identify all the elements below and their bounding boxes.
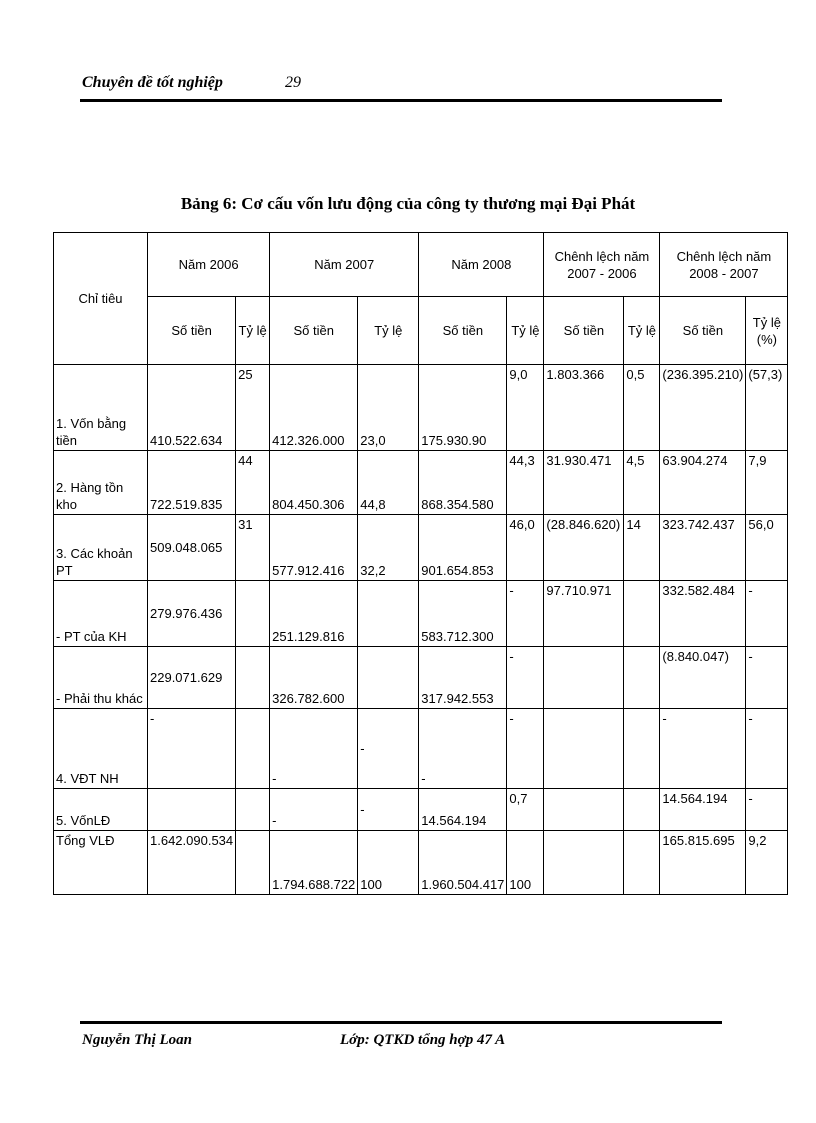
cell-2007-amount: 412.326.000 (270, 365, 358, 451)
row-label: 3. Các khoản PT (54, 515, 148, 581)
header-row-groups (54, 233, 788, 297)
table-row (54, 789, 788, 831)
cell-2008-ratio: 44,3 (507, 451, 544, 515)
cell-diff0807-ratio: 7,9 (746, 451, 788, 515)
cell-diff0807-amount: (236.395.210) (660, 365, 746, 451)
cell-2006-ratio (236, 831, 270, 895)
cell-2006-amount: - (148, 709, 236, 789)
cell-2008-ratio: 9,0 (507, 365, 544, 451)
cell-2008-amount: 175.930.90 (419, 365, 507, 451)
cell-diff0807-amount: 63.904.274 (660, 451, 746, 515)
cell-diff0807-amount: 332.582.484 (660, 581, 746, 647)
table-row (54, 709, 788, 789)
header-rule (80, 99, 722, 102)
header-ty-le-pct: Tỷ lệ (%) (746, 297, 788, 365)
cell-diff0807-amount: - (660, 709, 746, 789)
cell-2007-ratio: - (358, 709, 419, 789)
cell-diff0706-ratio: 14 (624, 515, 660, 581)
header-so-tien: Số tiền (544, 297, 624, 365)
row-label: Tổng VLĐ (54, 831, 148, 895)
header-chi-tieu: Chỉ tiêu (54, 233, 148, 365)
page-number: 29 (285, 74, 301, 91)
cell-2006-ratio: 25 (236, 365, 270, 451)
cell-2007-ratio: 23,0 (358, 365, 419, 451)
cell-diff0807-ratio: - (746, 789, 788, 831)
cell-diff0706-amount: 1.803.366 (544, 365, 624, 451)
cell-diff0807-amount: 14.564.194 (660, 789, 746, 831)
cell-2007-ratio: 32,2 (358, 515, 419, 581)
row-label: - Phải thu khác (54, 647, 148, 709)
cell-diff0706-ratio (624, 647, 660, 709)
row-label: - PT của KH (54, 581, 148, 647)
cell-2006-amount: 410.522.634 (148, 365, 236, 451)
cell-diff0706-ratio (624, 581, 660, 647)
cell-diff0807-amount: 165.815.695 (660, 831, 746, 895)
cell-2006-ratio (236, 709, 270, 789)
cell-2008-ratio: 0,7 (507, 789, 544, 831)
cell-2008-amount: 901.654.853 (419, 515, 507, 581)
cell-diff0706-amount: 97.710.971 (544, 581, 624, 647)
header-ty-le: Tỷ lệ (624, 297, 660, 365)
cell-2008-amount: 868.354.580 (419, 451, 507, 515)
cell-2007-ratio (358, 647, 419, 709)
cell-2006-ratio (236, 789, 270, 831)
row-label: 4. VĐT NH (54, 709, 148, 789)
cell-2006-amount: 722.519.835 (148, 451, 236, 515)
cell-2006-amount: 509.048.065 (148, 515, 236, 581)
header-diff-2007-2006: Chênh lệch năm 2007 - 2006 (544, 233, 660, 297)
cell-diff0706-ratio (624, 831, 660, 895)
cell-2007-amount: - (270, 709, 358, 789)
table-row (54, 647, 788, 709)
cell-diff0706-amount (544, 789, 624, 831)
cell-2007-ratio: 100 (358, 831, 419, 895)
cell-2008-amount: - (419, 709, 507, 789)
cell-2006-ratio: 31 (236, 515, 270, 581)
cell-2007-amount: 251.129.816 (270, 581, 358, 647)
cell-diff0807-amount: 323.742.437 (660, 515, 746, 581)
cell-diff0706-amount (544, 831, 624, 895)
cell-2006-amount: 229.071.629 (148, 647, 236, 709)
cell-diff0807-ratio: 9,2 (746, 831, 788, 895)
header-so-tien: Số tiền (419, 297, 507, 365)
cell-2008-ratio: 46,0 (507, 515, 544, 581)
cell-2007-ratio (358, 581, 419, 647)
footer-class: Lớp: QTKD tổng hợp 47 A (340, 1032, 506, 1048)
cell-diff0706-ratio (624, 789, 660, 831)
header-ty-le: Tỷ lệ (507, 297, 544, 365)
cell-2008-amount: 1.960.504.417 (419, 831, 507, 895)
working-capital-table (53, 232, 788, 895)
cell-2006-amount: 279.976.436 (148, 581, 236, 647)
cell-2008-amount: 583.712.300 (419, 581, 507, 647)
table-row (54, 515, 788, 581)
cell-diff0807-ratio: (57,3) (746, 365, 788, 451)
cell-2006-amount: 1.642.090.534 (148, 831, 236, 895)
cell-2008-amount: 14.564.194 (419, 789, 507, 831)
cell-diff0706-ratio: 0,5 (624, 365, 660, 451)
cell-2007-amount: - (270, 789, 358, 831)
header-so-tien: Số tiền (660, 297, 746, 365)
cell-diff0706-ratio (624, 709, 660, 789)
cell-2008-ratio: - (507, 581, 544, 647)
table-title: Bảng 6: Cơ cấu vốn lưu động của công ty thương mại Đại Phát (180, 194, 636, 213)
cell-2008-ratio: - (507, 647, 544, 709)
row-label: 1. Vốn bằng tiền (54, 365, 148, 451)
header-so-tien: Số tiền (148, 297, 236, 365)
row-label: 2. Hàng tồn kho (54, 451, 148, 515)
cell-diff0807-ratio: - (746, 647, 788, 709)
table-row-total (54, 831, 788, 895)
footer-author: Nguyễn Thị Loan (82, 1032, 193, 1048)
footer-rule (80, 1021, 722, 1024)
header-ty-le: Tỷ lệ (236, 297, 270, 365)
cell-diff0706-amount (544, 647, 624, 709)
cell-2006-amount (148, 789, 236, 831)
cell-2007-amount: 804.450.306 (270, 451, 358, 515)
cell-2007-ratio: 44,8 (358, 451, 419, 515)
cell-diff0706-amount: (28.846.620) (544, 515, 624, 581)
header-so-tien: Số tiền (270, 297, 358, 365)
cell-diff0706-ratio: 4,5 (624, 451, 660, 515)
cell-diff0807-ratio: - (746, 581, 788, 647)
document-header-title: Chuyên đề tốt nghiệp (82, 74, 223, 91)
cell-2007-ratio: - (358, 789, 419, 831)
cell-2007-amount: 1.794.688.722 (270, 831, 358, 895)
table-row (54, 581, 788, 647)
cell-2007-amount: 577.912.416 (270, 515, 358, 581)
cell-2006-ratio: 44 (236, 451, 270, 515)
cell-2008-amount: 317.942.553 (419, 647, 507, 709)
header-year-2008: Năm 2008 (419, 233, 544, 297)
header-diff-2008-2007: Chênh lệch năm 2008 - 2007 (660, 233, 788, 297)
table-row (54, 365, 788, 451)
cell-2006-ratio (236, 647, 270, 709)
cell-2008-ratio: - (507, 709, 544, 789)
cell-diff0807-ratio: 56,0 (746, 515, 788, 581)
cell-diff0807-amount: (8.840.047) (660, 647, 746, 709)
cell-diff0706-amount (544, 709, 624, 789)
cell-diff0807-ratio: - (746, 709, 788, 789)
header-ty-le: Tỷ lệ (358, 297, 419, 365)
header-row-sub (54, 297, 788, 365)
cell-diff0706-amount: 31.930.471 (544, 451, 624, 515)
header-year-2007: Năm 2007 (270, 233, 419, 297)
row-label: 5. VốnLĐ (54, 789, 148, 831)
cell-2008-ratio: 100 (507, 831, 544, 895)
table-row (54, 451, 788, 515)
cell-2007-amount: 326.782.600 (270, 647, 358, 709)
header-year-2006: Năm 2006 (148, 233, 270, 297)
cell-2006-ratio (236, 581, 270, 647)
